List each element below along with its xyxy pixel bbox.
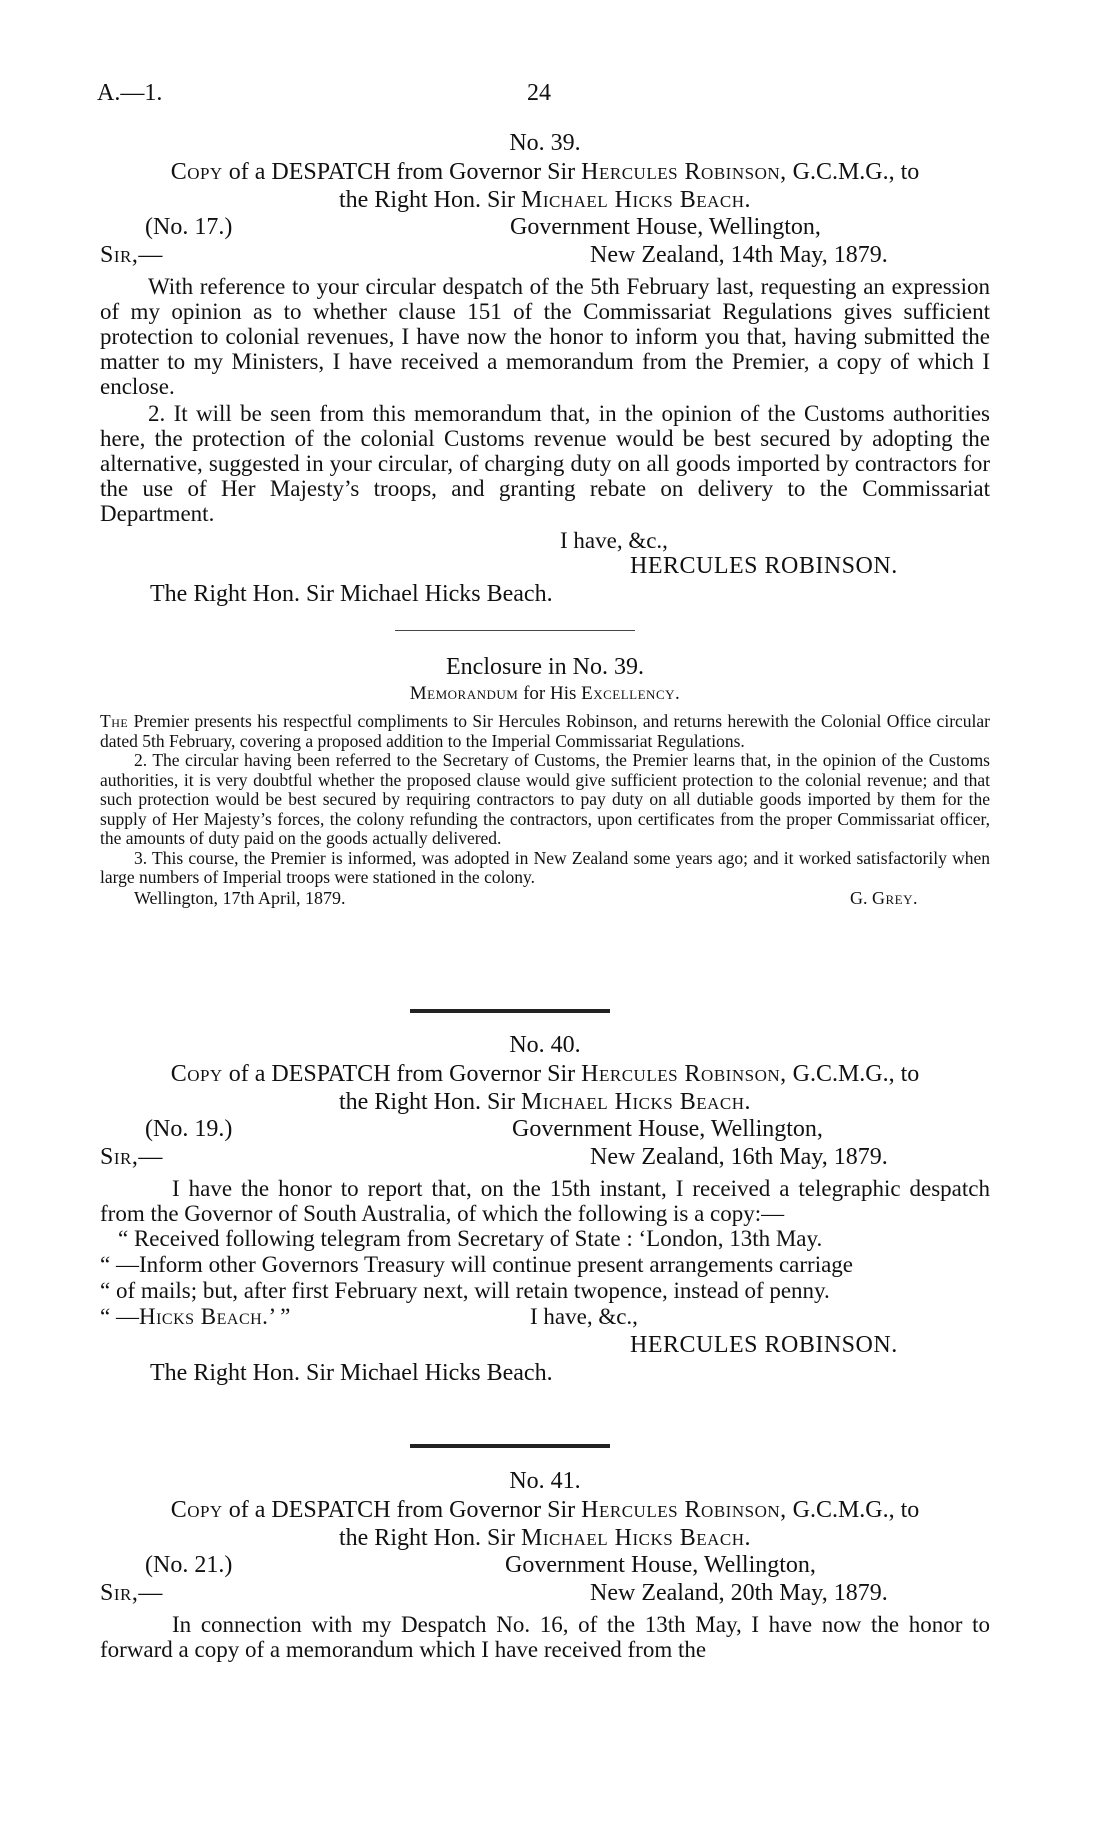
despatch-ref-number: (No. 19.) — [145, 1116, 233, 1142]
despatch-number: No. 41. — [509, 1468, 581, 1494]
despatch-heading: Copy of a DESPATCH from Governor Sir Hercules Robinson, G.C.M.G., to — [170, 1497, 920, 1523]
page-number: 24 — [527, 80, 551, 106]
addressee: The Right Hon. Sir Michael Hicks Beach. — [150, 1360, 553, 1386]
quote-line: “ Received following telegram from Secretary of State : ‘London, 13th May. — [118, 1226, 823, 1251]
despatch-heading: Copy of a DESPATCH from Governor Sir Hercules Robinson, G.C.M.G., to — [170, 1061, 920, 1087]
addressee: The Right Hon. Sir Michael Hicks Beach. — [150, 581, 553, 607]
paragraph: 3. This course, the Premier is informed, was adopted in New Zealand some years ago; and it worked satisfactorily when large numbers of Imperial troops were stationed in the colony. — [100, 847, 990, 887]
closing: I have, &c., — [530, 1304, 638, 1329]
despatch-place: Government House, Wellington, — [512, 1116, 823, 1142]
paragraph: I have the honor to report that, on the 15th instant, I received a telegraphic despatch from the Governor of South Australia, of which the following is a copy:— — [100, 1176, 990, 1226]
salutation: Sir,— — [100, 1580, 163, 1606]
despatch-meta — [100, 1116, 990, 1144]
despatch-39 — [100, 128, 990, 608]
document-reference: A.—1. — [97, 80, 163, 106]
despatch-meta — [100, 1552, 990, 1580]
despatch-heading-line2: the Right Hon. Sir Michael Hicks Beach. — [338, 1525, 752, 1551]
despatch-40 — [100, 1030, 990, 1387]
salutation: Sir,— — [100, 1144, 163, 1170]
despatch-ref-number: (No. 21.) — [145, 1552, 233, 1578]
quote-line: “ of mails; but, after first February next, will retain twopence, instead of penny. — [100, 1278, 830, 1303]
signature: HERCULES ROBINSON. — [630, 1332, 898, 1358]
despatch-meta-2 — [100, 1144, 990, 1172]
quote-last-line: “ —Hicks Beach.’ ” I have, &c., — [100, 1304, 638, 1329]
divider — [410, 1444, 610, 1448]
despatch-heading-line2: the Right Hon. Sir Michael Hicks Beach. — [338, 187, 752, 213]
divider — [410, 1009, 610, 1013]
divider — [395, 630, 635, 631]
paragraph: With reference to your circular despatch of the 5th February last, requesting an expression of my opinion as to whether clause 151 of the Commissariat Regulations gives sufficient protection to colonial revenues, I have now the honor to inform you that, having submitted the matter to my Ministers, I have received a memorandum from the Premier, a copy of which I enclose. — [100, 274, 990, 399]
enclosure-subtitle: Memorandum for His Excellency. — [409, 683, 681, 704]
quote-line: “ —Inform other Governors Treasury will continue present arrangements carriage — [100, 1252, 854, 1277]
paragraph: In connection with my Despatch No. 16, of the 13th May, I have now the honor to forward a copy of a memorandum which I have received from the — [100, 1612, 990, 1662]
despatch-date: New Zealand, 20th May, 1879. — [590, 1580, 888, 1606]
enclosure-title: Enclosure in No. 39. — [446, 654, 644, 680]
signature: HERCULES ROBINSON. — [630, 553, 898, 579]
despatch-date: New Zealand, 16th May, 1879. — [590, 1144, 888, 1170]
despatch-meta-2 — [100, 1580, 990, 1608]
enclosure-39 — [100, 652, 990, 910]
despatch-number: No. 40. — [509, 1032, 581, 1058]
despatch-41 — [100, 1466, 990, 1662]
paragraph: 2. The circular having been referred to the Secretary of Customs, the Premier learns that, in the opinion of the Customs authorities, it is very doubtful whether the proposed clause would give sufficient protection to the colonial revenue; and that such protection would be best secured by requiring contractors to pay duty on all dutiable goods imported by them for the supply of Her Majesty’s forces, the colony refunding the contractors, upon certificates from the proper Commissariat officer, the amounts of duty paid on the goods actually delivered. — [100, 750, 990, 848]
despatch-meta — [100, 214, 990, 242]
despatch-place: Government House, Wellington, — [510, 214, 821, 240]
despatch-heading-line2: the Right Hon. Sir Michael Hicks Beach. — [338, 1089, 752, 1115]
salutation: Sir,— — [100, 242, 163, 268]
despatch-ref-number: (No. 17.) — [145, 214, 233, 240]
paragraph: The Premier presents his respectful compliments to Sir Hercules Robinson, and returns herewith the Colonial Office circular dated 5th February, covering a proposed addition to the Imperial Commissariat Regulations. — [100, 711, 990, 751]
despatch-place: Government House, Wellington, — [505, 1552, 816, 1578]
closing: I have, &c., — [560, 528, 668, 553]
despatch-date: New Zealand, 14th May, 1879. — [590, 242, 888, 268]
despatch-meta-2 — [100, 242, 990, 270]
signer: G. Grey. — [850, 887, 918, 908]
despatch-number: No. 39. — [509, 130, 581, 156]
paragraph: 2. It will be seen from this memorandum that, in the opinion of the Customs authorities here, the protection of the colonial Customs revenue would be best secured by adopting the alternative, suggested in your circular, of charging duty on all goods imported by contractors for the use of Her Majesty’s troops, and granting rebate on delivery to the Commissariat Department. — [100, 401, 990, 526]
despatch-heading: Copy of a DESPATCH from Governor Sir Hercules Robinson, G.C.M.G., to — [170, 159, 920, 185]
enclosure-dateline — [100, 888, 990, 910]
date-place: Wellington, 17th April, 1879. — [134, 887, 346, 908]
